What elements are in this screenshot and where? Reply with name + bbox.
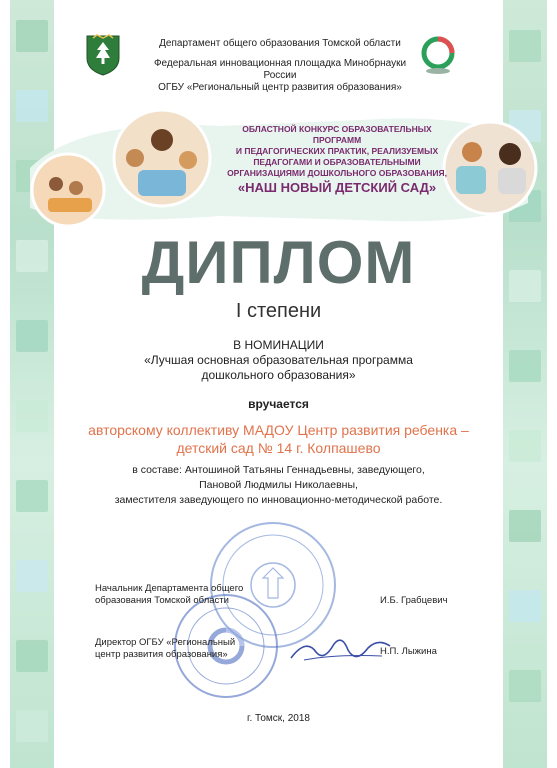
composition-block [60,463,497,508]
border-tile [16,320,48,352]
contest-line-3: ПЕДАГОГАМИ И ОБРАЗОВАТЕЛЬНЫМИ [253,157,421,167]
contest-line-2: И ПЕДАГОГИЧЕСКИХ ПРАКТИК, РЕАЛИЗУЕМЫХ [235,146,439,156]
city-and-year: г. Томск, 2018 [247,713,310,724]
first-signatory-line-1: Начальник Департамента общего [95,583,244,594]
contest-title: «НАШ НОВЫЙ ДЕТСКИЙ САД» [237,180,437,195]
border-tile [509,670,541,702]
second-signatory-name: Н.П. Лыжина [380,646,437,657]
coat-of-arms-icon [85,34,121,76]
contest-line-4: ОРГАНИЗАЦИЯМИ ДОШКОЛЬНОГО ОБРАЗОВАНИЯ, [227,168,447,178]
contest-line-1: ОБЛАСТНОЙ КОНКУРС ОБРАЗОВАТЕЛЬНЫХ ПРОГРАММ [242,124,432,145]
first-signatory-title [95,583,295,607]
recipient-line-2: детский сад № 14 г. Колпашево [176,440,381,456]
second-signatory-line-2: центр развития образования» [95,649,228,660]
border-tile [509,30,541,62]
nomination-line-1: «Лучшая основная образовательная программа [144,353,413,367]
federal-platform-text [150,58,410,94]
recipient-line-1: авторскому коллективу МАДОУ Центр развития ребенка – [88,422,469,438]
awarded-verb: вручается [248,397,309,411]
recipient-block [60,421,497,457]
first-signatory-line-2: образования Томской области [95,595,229,606]
border-tile [509,510,541,542]
nomination-label: В НОМИНАЦИИ [233,338,324,352]
nomination-block [100,338,457,383]
diploma-degree: I степени [235,300,322,322]
border-tile [509,590,541,622]
border-tile [16,560,48,592]
composition-line-2: Пановой Людмилы Николаевны, [199,479,358,491]
first-signatory-name: И.Б. Грабцевич [380,595,448,606]
nomination-line-2: дошкольного образования» [201,368,356,382]
department-name: Департамент общего образования Томской области [159,38,401,49]
second-signatory-line-1: Директор ОГБУ «Региональный [95,637,236,648]
regional-center-logo-icon [418,33,458,77]
contest-description [222,124,452,179]
diploma-heading: ДИПЛОМ [141,229,416,296]
border-tile [509,350,541,382]
border-tile [509,430,541,462]
second-signatory-title [95,637,295,661]
federal-line-1: Федеральная инновационная площадка Минобрнауки России [153,58,407,81]
federal-line-2: ОГБУ «Региональный центр развития образования» [158,82,402,93]
border-tile [16,640,48,672]
border-tile [16,480,48,512]
composition-line-1: в составе: Антошиной Татьяны Геннадьевны, заведующего, [132,464,425,476]
composition-line-3: заместителя заведующего по инновационно-методической работе. [114,494,443,506]
border-tile [16,20,48,52]
